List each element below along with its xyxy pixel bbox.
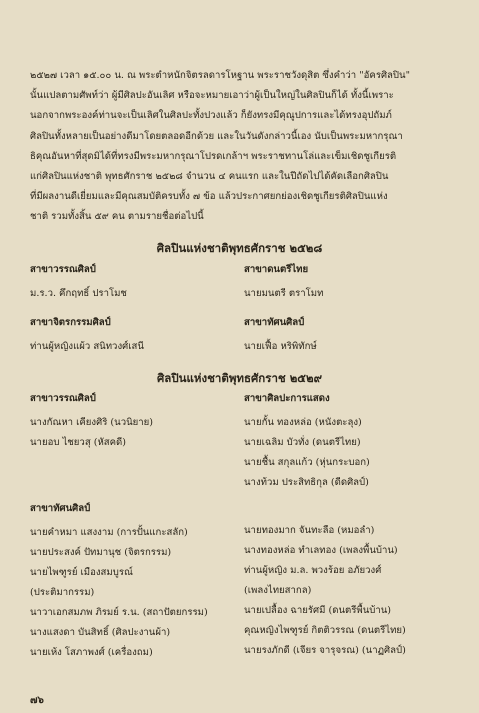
paragraph-line: ๒๕๒๗ เวลา ๑๕.๐๐ น. ณ พระตำหนักจิตรลดารโหฐาน พระราชวังดุสิต ซึ่งคำว่า "อัครศิลปิน": [30, 70, 410, 81]
group-literature-2528: [30, 262, 240, 304]
category-label: สาขาดนตรีไทย: [244, 264, 309, 275]
artist-name: นางท้วม ประสิทธิกุล (ดีดศิลป์): [244, 477, 369, 488]
artist-name: นายเห้ง โสภาพงศ์ (เครื่องถม): [30, 647, 153, 658]
group-performing-arts-2529-continued: [244, 521, 454, 661]
paragraph-line: นอกจากพระองค์ท่านจะเป็นเลิศในศิลปะทั้งปวงแล้ว ก็ยังทรงมีคุณูปการและได้ทรงอุปถัมภ์: [30, 110, 392, 122]
group-visual-arts-2529: [30, 501, 240, 663]
artist-name: (เพลงไทยสากล): [244, 585, 312, 596]
category-label: สาขาจิตรกรรมศิลป์: [30, 317, 111, 328]
artist-name: นายเปลื้อง ฉายรัศมี (ดนตรีพื้นบ้าน): [244, 605, 392, 616]
category-label: สาขาทัศนศิลป์: [30, 503, 91, 514]
group-literature-2529: [30, 391, 240, 453]
artist-name: นายชื้น สกุลแก้ว (หุ่นกระบอก): [244, 457, 370, 468]
artist-name: นายอบ ไชยวสุ (หัสคดี): [30, 437, 127, 448]
group-thai-music-2528: [244, 262, 454, 304]
paragraph-line: ชาติ รวมทั้งสิ้น ๕๙ คน ตามรายชื่อต่อไปนี้: [30, 211, 204, 223]
artist-name: นางแสงดา บันสิทธิ์ (ศิลปะงานผ้า): [30, 627, 171, 638]
artist-name: นายมนตรี ตราโมท: [244, 288, 324, 299]
category-label: สาขาวรรณศิลป์: [30, 393, 96, 404]
category-label: สาขาทัศนศิลป์: [244, 317, 305, 328]
artist-name: นางกัณหา เคียงศิริ (นวนิยาย): [30, 417, 154, 428]
page-number: ๗๖: [30, 695, 44, 706]
artist-name: นายไพฑูรย์ เมืองสมบูรณ์: [30, 567, 133, 578]
paragraph-line: ศิลปินทั้งหลายเป็นอย่างดีมาโดยตลอดอีกด้วย และในวันดังกล่าวนี้เอง นับเป็นพระมหากรุณา: [30, 130, 403, 142]
paragraph-line: แก่ศิลปินแห่งชาติ พุทธศักราช ๒๕๒๘ จำนวน ๔ คนแรก และในปีถัดไปได้คัดเลือกศิลปิน: [30, 171, 389, 183]
artist-name: นายคำหมา แสงงาม (การปั้นแกะสลัก): [30, 527, 188, 538]
artist-name: นาวาเอกสมภพ ภิรมย์ ร.น. (สถาปัตยกรรม): [30, 607, 208, 618]
artist-name: นายรงภักดี (เจียร จารุจรณ) (นาฏศิลป์): [244, 645, 406, 656]
artist-name: ท่านผู้หญิง ม.ล. พวงร้อย อภัยวงศ์: [244, 565, 382, 576]
artist-name: นายกั้น ทองหล่อ (หนังตะลุง): [244, 417, 362, 428]
category-label: สาขาศิลปะการแสดง: [244, 393, 330, 404]
paragraph-line: ธิคุณอันหาที่สุดมิได้ที่ทรงมีพระมหากรุณาโปรดเกล้าฯ พระราชทานโล่และเข็มเชิดชูเกียรติ: [30, 150, 397, 162]
artist-name: นางทองหล่อ ทำเลทอง (เพลงพื้นบ้าน): [244, 545, 398, 556]
intro-paragraph: [30, 66, 458, 228]
paragraph-line: ที่มีผลงานดีเยี่ยมและมีคุณสมบัติครบทั้ง ๗ ข้อ แล้วประกาศยกย่องเชิดชูเกียรติศิลปินแห่ง: [30, 191, 388, 203]
artist-name: นายเฉลิม บัวทั่ง (ดนตรีไทย): [244, 437, 361, 448]
artist-name: นายประสงค์ ปัทมานุช (จิตรกรรม): [30, 547, 172, 558]
section-heading-2528: ศิลปินแห่งชาติพุทธศักราช ๒๕๒๘: [156, 241, 323, 255]
paragraph-line: นั้นแปลตามศัพท์ว่า ผู้มีศิลปะอันเลิศ หรือจะหมายเอาว่าผู้เป็นใหญ่ในศิลปินก็ได้ ทั้งนี้เพราะ: [30, 90, 394, 102]
artist-name: นายเฟื้อ หริพิทักษ์: [244, 341, 317, 352]
group-performing-arts-2529: [244, 391, 454, 493]
artist-name: ม.ร.ว. คึกฤทธิ์ ปราโมช: [30, 288, 127, 299]
artist-name: (ประติมากรรม): [30, 587, 95, 598]
artist-name: นายทองมาก จันทะลือ (หมอลำ): [244, 525, 375, 536]
group-visual-arts-2528: [244, 315, 454, 357]
artist-name: คุณหญิงไพฑูรย์ กิตติวรรณ (ดนตรีไทย): [244, 625, 406, 636]
category-label: สาขาวรรณศิลป์: [30, 264, 96, 275]
artist-name: ท่านผู้หญิงแผ้ว สนิทวงศ์เสนี: [30, 341, 144, 352]
group-painting-2528: [30, 315, 240, 357]
section-heading-2529: ศิลปินแห่งชาติพุทธศักราช ๒๕๒๙: [156, 371, 323, 385]
